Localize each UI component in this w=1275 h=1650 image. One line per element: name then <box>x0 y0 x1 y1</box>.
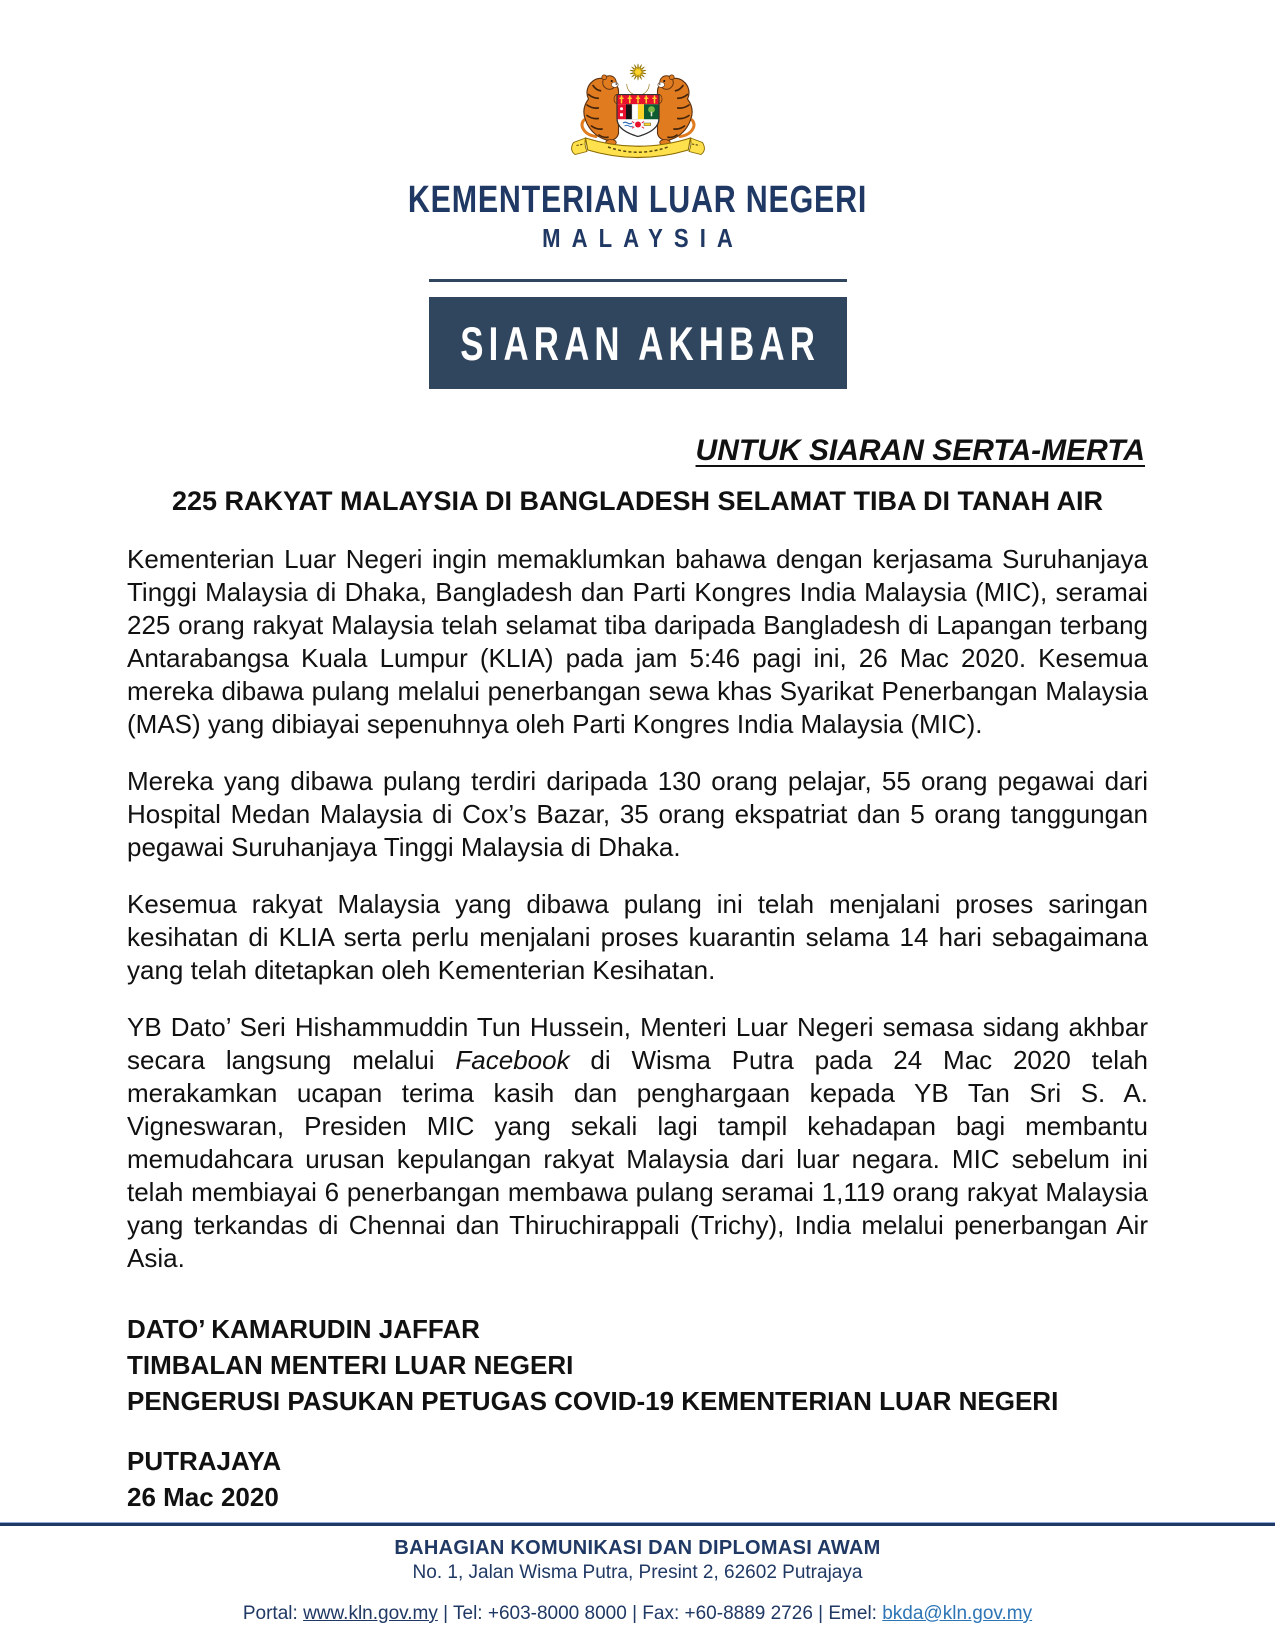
portal-link[interactable]: www.kln.gov.my <box>303 1603 438 1624</box>
signature-block <box>127 1311 1148 1419</box>
document-title: 225 RAKYAT MALAYSIA DI BANGLADESH SELAMAT TIBA DI TANAH AIR <box>171 486 1104 516</box>
paragraph-4-end: di Wisma Putra pada 24 Mac 2020 telah merakamkan ucapan terima kasih dan penghargaan kepada YB Tan Sri S. A. Vigneswaran, Presiden MIC yang sekali lagi tampil kehadapan bagi membantu memudahcara urusan kepulangan rakyat Malaysia dari luar negara. MIC sebelum ini telah membiayai 6 penerbangan membawa pulang seramai 1,119 orang rakyat Malaysia yang terkandas di Chennai dan Thiruchirappali (Trichy), India melalui penerbangan Air Asia. <box>127 1045 1148 1273</box>
crest-tiger-right <box>656 75 694 146</box>
signatory-role: PENGERUSI PASUKAN PETUGAS COVID-19 KEMENTERIAN LUAR NEGERI <box>127 1386 1059 1416</box>
email-link[interactable]: bkda@kln.gov.my <box>882 1603 1033 1624</box>
release-notice-text: UNTUK SIARAN SERTA-MERTA <box>695 434 1145 467</box>
letterhead-divider <box>429 279 847 282</box>
paragraph-4 <box>127 1011 1148 1275</box>
press-release-banner <box>429 297 847 389</box>
crest-star <box>629 64 645 81</box>
malaysia-coat-of-arms-icon <box>563 60 713 165</box>
tel-fax-emel-text: | Tel: +603-8000 8000 | Fax: +60-8889 2726 | Emel: <box>437 1603 883 1624</box>
signatory-name: DATO’ KAMARUDIN JAFFAR <box>127 1314 480 1344</box>
place-date-block <box>127 1443 1148 1515</box>
footer-divider <box>0 1522 1275 1526</box>
date: 26 Mac 2020 <box>127 1482 279 1512</box>
country-name: MALAYSIA <box>542 223 744 253</box>
paragraph-3: Kesemua rakyat Malaysia yang dibawa pulang ini telah menjalani proses saringan kesihatan di KLIA serta perlu menjalani proses kuarantin selama 14 hari sebagaimana yang telah ditetapkan oleh Kementerian Kesihatan. <box>127 889 1148 985</box>
footer-division-name: BAHAGIAN KOMUNIKASI DAN DIPLOMASI AWAM <box>394 1537 881 1559</box>
signatory-title: TIMBALAN MENTERI LUAR NEGERI <box>127 1350 574 1380</box>
letterhead <box>0 0 1275 389</box>
crest-shield <box>617 95 659 137</box>
paragraph-1: Kementerian Luar Negeri ingin memaklumkan bahawa dengan kerjasama Suruhanjaya Tinggi Malaysia di Dhaka, Bangladesh dan Parti Kongres India Malaysia (MIC), seramai 225 orang rakyat Malaysia telah selamat tiba daripada Bangladesh di Lapangan terbang Antarabangsa Kuala Lumpur (KLIA) pada jam 5:46 pagi ini, 26 Mac 2020. Kesemua mereka dibawa pulang melalui penerbangan sewa khas Syarikat Penerbangan Malaysia (MAS) yang dibiayai sepenuhnya oleh Parti Kongres India Malaysia (MIC). <box>127 544 1148 739</box>
facebook-italic-word: Facebook <box>455 1045 570 1075</box>
portal-label: Portal: <box>242 1603 304 1624</box>
crest-ribbon <box>571 138 704 158</box>
footer-contact-line <box>0 1602 1275 1626</box>
crest-tiger-left <box>582 75 620 146</box>
page-footer <box>0 1522 1275 1626</box>
document-body <box>127 543 1148 1515</box>
ministry-name: KEMENTERIAN LUAR NEGERI <box>407 179 868 221</box>
release-notice <box>130 433 1145 469</box>
paragraph-2: Mereka yang dibawa pulang terdiri daripada 130 orang pelajar, 55 orang pegawai dari Hospital Medan Malaysia di Cox’s Bazar, 35 orang ekspatriat dan 5 orang tanggungan pegawai Suruhanjaya Tinggi Malaysia di Dhaka. <box>127 766 1148 862</box>
footer-address: No. 1, Jalan Wisma Putra, Presint 2, 62602 Putrajaya <box>412 1562 863 1583</box>
paragraph-4-start: YB Dato’ Seri Hishammuddin Tun Hussein, Menteri Luar Negeri semasa sidang akhbar secara langsung melalui <box>127 1012 1148 1075</box>
crest-crescent <box>626 84 649 95</box>
place: PUTRAJAYA <box>127 1446 282 1476</box>
press-release-banner-label: SIARAN AKHBAR <box>460 316 820 370</box>
